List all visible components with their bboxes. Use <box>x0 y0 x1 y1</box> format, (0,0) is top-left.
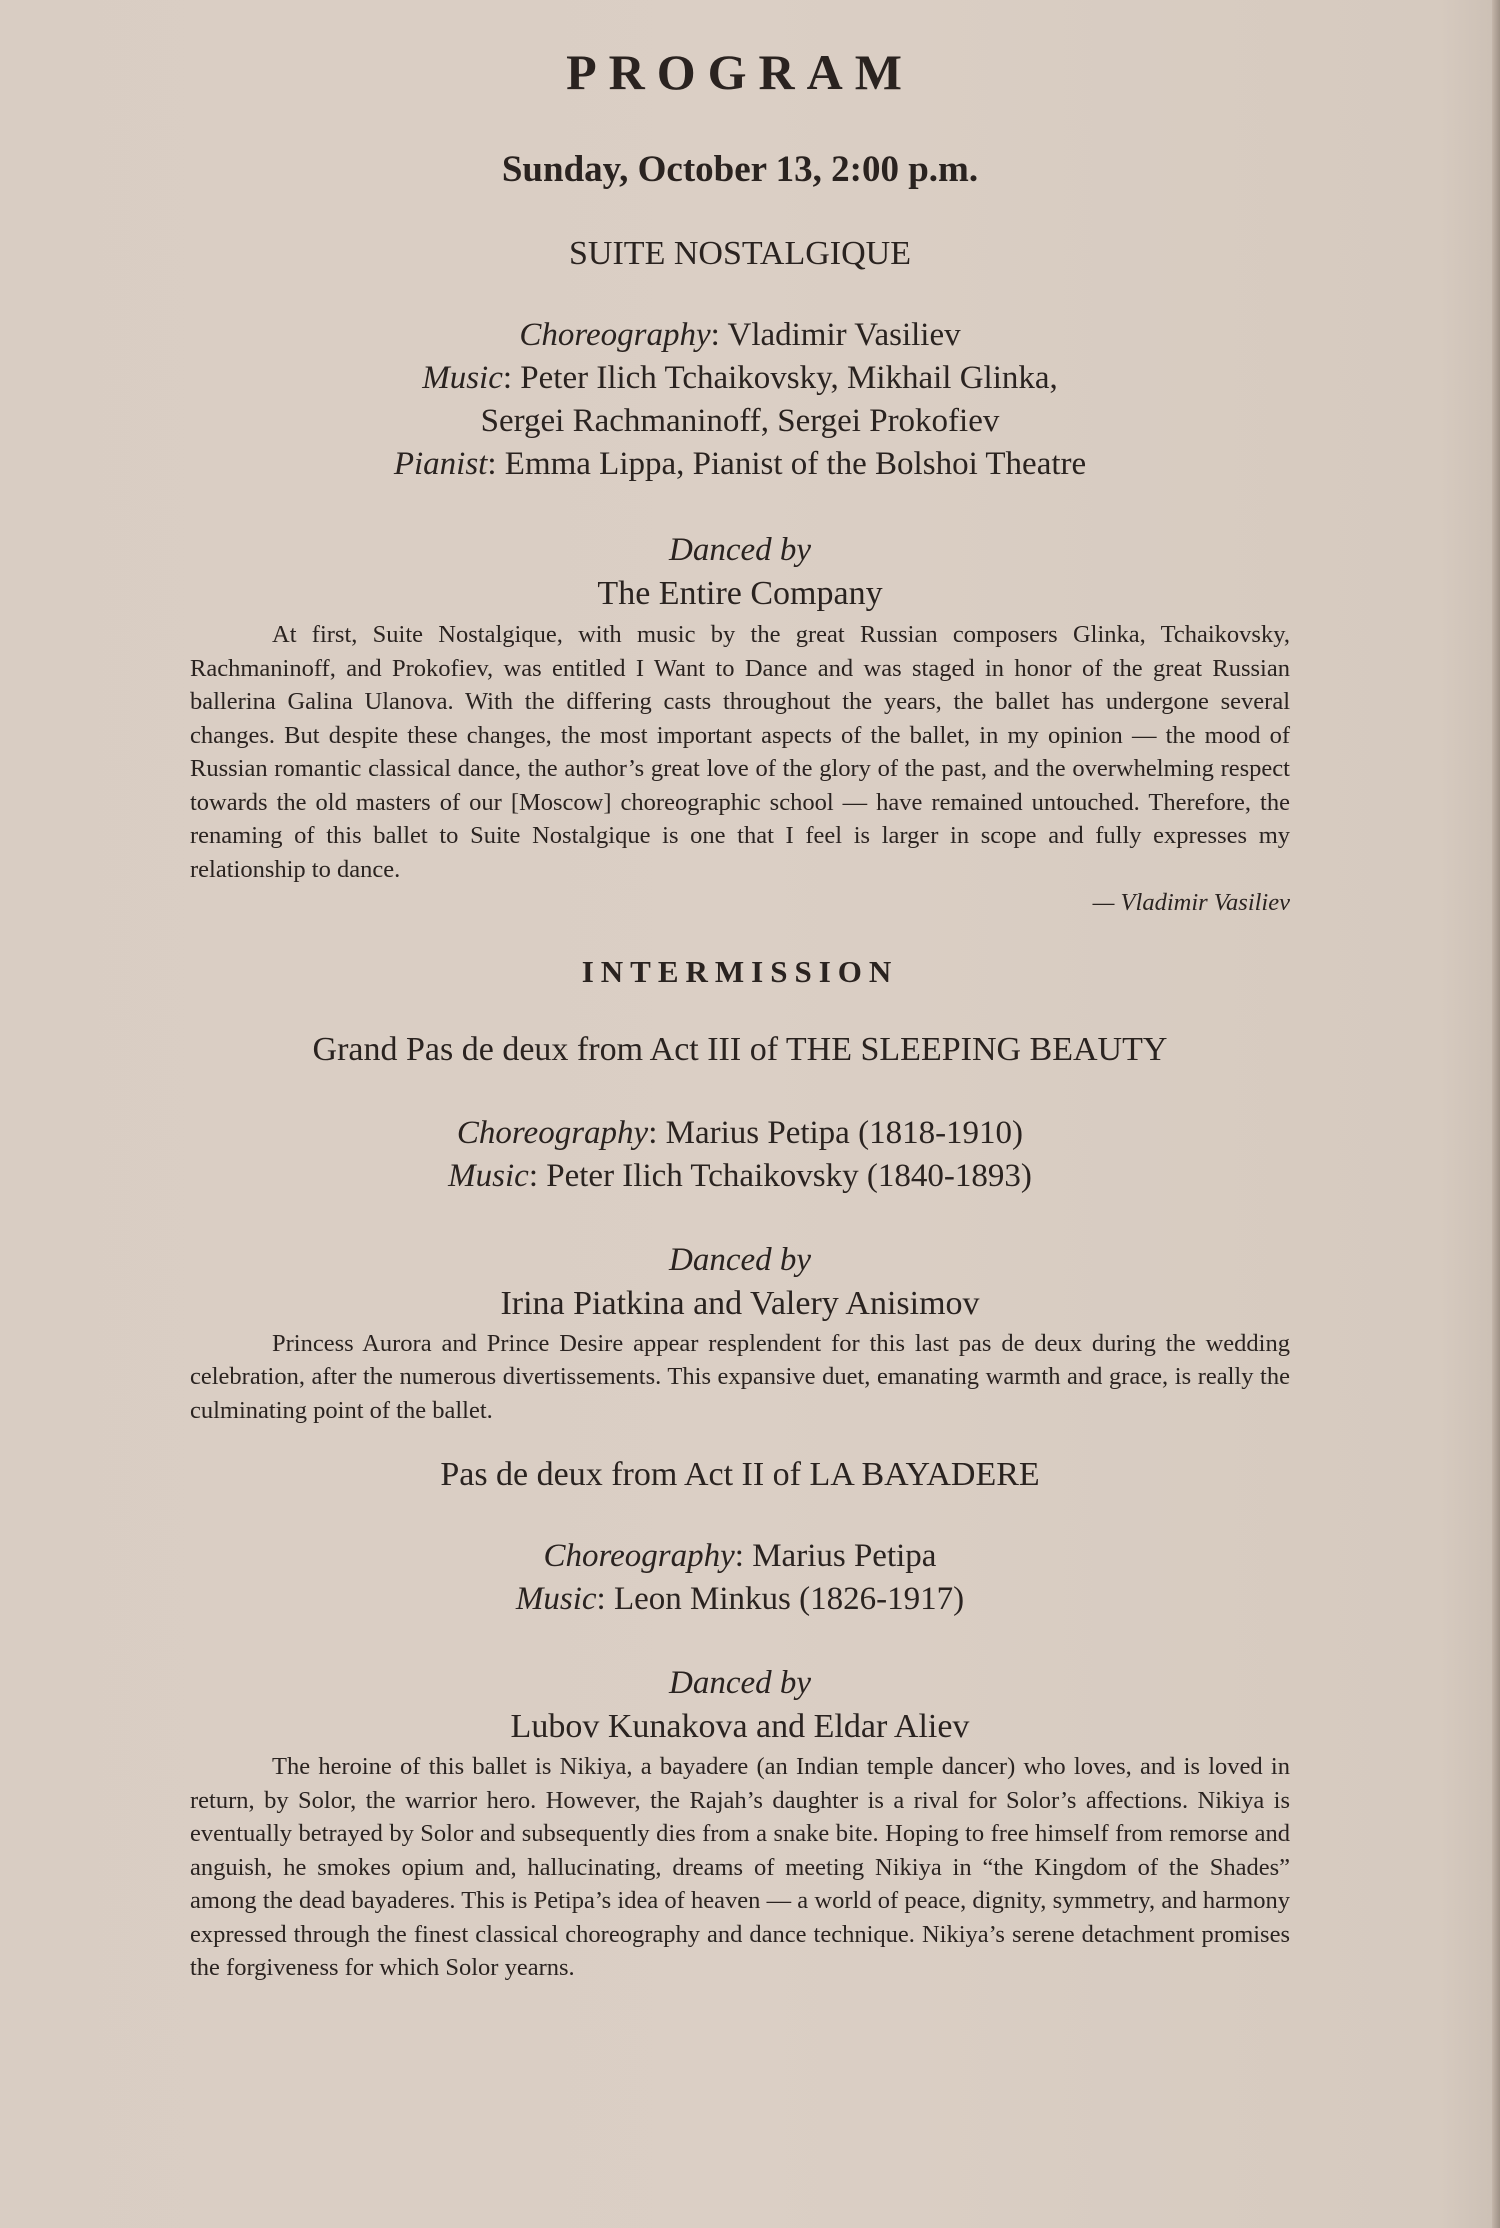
credit-name: Marius Petipa (1818-1910) <box>665 1114 1024 1151</box>
credit-role: Music <box>515 1581 597 1617</box>
dancers: Irina Piatkina and Valery Anisimov <box>500 1284 980 1322</box>
intermission-heading: INTERMISSION <box>581 953 899 989</box>
credits-block <box>190 314 1290 486</box>
credit-role: Choreography <box>456 1114 649 1151</box>
credit-name: Peter Ilich Tchaikovsky, Mikhail Glinka, <box>520 360 1058 396</box>
credits-block <box>190 1535 1290 1621</box>
work-description <box>190 1750 1290 1985</box>
credit-role: Pianist <box>393 446 488 482</box>
credit-name: Sergei Rachmaninoff, Sergei Prokofiev <box>480 403 1000 439</box>
credit-name: Marius Petipa <box>752 1538 937 1574</box>
page-title: PROGRAM <box>566 44 914 100</box>
credit-line <box>190 400 1290 443</box>
danced-by-label: Danced by <box>668 1241 812 1278</box>
credit-name: Leon Minkus (1826-1917) <box>613 1581 965 1617</box>
credit-role: Choreography <box>543 1538 735 1574</box>
credit-line: Choreography: Vladimir Vasiliev <box>519 317 961 353</box>
credit-role: Choreography <box>519 317 711 353</box>
work-description <box>190 618 1290 886</box>
description-text: Princess Aurora and Prince Desire appear resplendent for this last pas de deux during the wedding celebration, after the numerous divertissements. This expansive duet, emanating warmth and grace, is really the culminating point of the ballet. <box>190 1329 1290 1424</box>
credit-role: Music <box>448 1157 529 1194</box>
credit-name: Emma Lippa, Pianist of the Bolshoi Theatre <box>504 446 1087 482</box>
credit-role: Music <box>422 360 503 396</box>
credit-name: Vladimir Vasiliev <box>727 317 961 353</box>
danced-by-label: Danced by <box>668 1665 812 1701</box>
work-description <box>190 1327 1290 1428</box>
performance-date: Sunday, October 13, 2:00 p.m. <box>501 149 979 190</box>
page-edge <box>1492 0 1500 2228</box>
signature: — Vladimir Vasiliev <box>1092 889 1290 916</box>
description-text: The heroine of this ballet is Nikiya, a bayadere (an Indian temple dancer) who loves, and is loved in return, by Solor, the warrior hero. However, the Rajah’s daughter is a rival for Solor’s affections. Nikiya is eventually betrayed by Solor and subsequently dies from a snake bite. Hoping to free himself from remorse and anguish, he smokes opium and, hallucinating, dreams of meeting Nikiya in “the Kingdom of the Shades” among the dead bayaderes. This is Petipa’s idea of heaven — a world of peace, dignity, symmetry, and harmony expressed through the finest classical choreography and dance technique. Nikiya’s serene detachment promises the forgiveness for which Solor yearns. <box>190 1753 1290 1981</box>
credit-line: Music: Leon Minkus (1826-1917) <box>515 1581 965 1617</box>
dancers: The Entire Company <box>597 575 883 612</box>
work-title-la-bayadere: Pas de deux from Act II of LA BAYADERE <box>440 1456 1040 1493</box>
credit-name: Peter Ilich Tchaikovsky (1840-1893) <box>546 1157 1032 1194</box>
credit-line: Music: Peter Ilich Tchaikovsky, Mikhail Glinka, <box>422 360 1058 396</box>
danced-by-label: Danced by <box>668 532 812 568</box>
work-title-sleeping-beauty: Grand Pas de deux from Act III of THE SLEEPING BEAUTY <box>312 1030 1168 1068</box>
credits-block <box>190 1112 1290 1198</box>
credit-line: Pianist: Emma Lippa, Pianist of the Bolshoi Theatre <box>393 446 1087 482</box>
dancers: Lubov Kunakova and Eldar Aliev <box>510 1708 970 1745</box>
description-text: At first, Suite Nostalgique, with music by the great Russian composers Glinka, Tchaikovsky, Rachmaninoff, and Prokofiev, was entitled I Want to Dance and was staged in honor of the great Russian ballerina Galina Ulanova. With the differing casts throughout the years, the ballet has undergone several changes. But despite these changes, the most important aspects of the ballet, in my opinion — the mood of Russian romantic classical dance, the author’s great love of the glory of the past, and the overwhelming respect towards the old masters of our [Moscow] choreographic school — have remained untouched. Therefore, the renaming of this ballet to Suite Nostalgique is one that I feel is larger in scope and fully expresses my relationship to dance. <box>190 621 1290 883</box>
work-title-suite-nostalgique: SUITE NOSTALGIQUE <box>569 235 911 272</box>
credit-line: Music: Peter Ilich Tchaikovsky (1840-1893) <box>448 1157 1032 1194</box>
credit-line: Choreography: Marius Petipa <box>543 1538 937 1574</box>
credit-line: Choreography: Marius Petipa (1818-1910) <box>456 1114 1024 1151</box>
program-content <box>190 0 1290 1985</box>
